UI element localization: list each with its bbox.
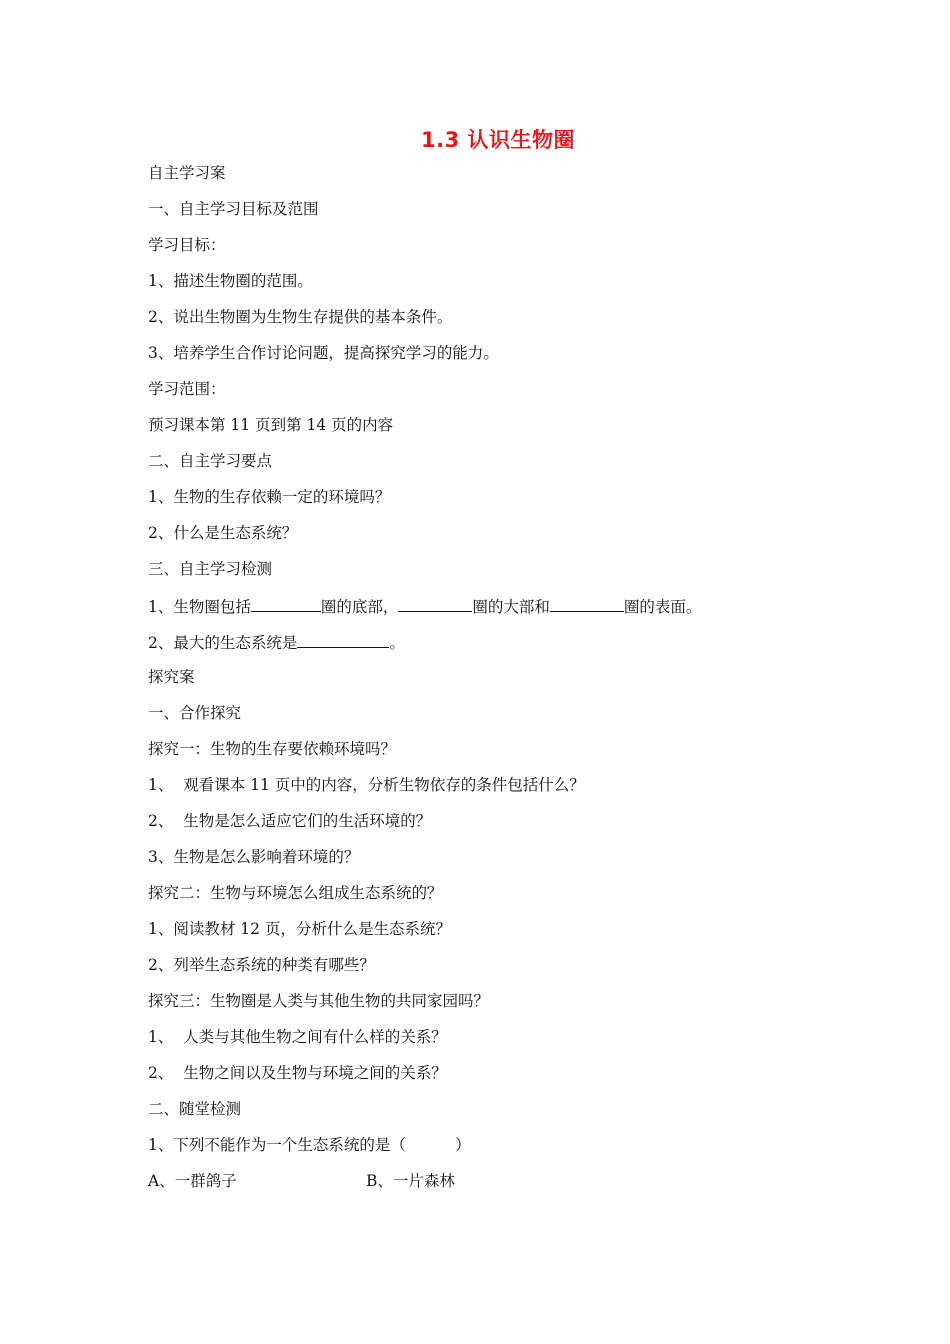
section-heading: 二、自主学习要点 [148,452,273,470]
text-line: 探究一：生物的生存要依赖环境吗？ [148,740,397,758]
answer-blank[interactable] [398,595,472,612]
text-line: 2、列举生态系统的种类有哪些？ [148,956,375,974]
answer-blank[interactable] [550,595,624,612]
section-heading: 探究案 [148,668,195,686]
text-line: 3、培养学生合作讨论问题，提高探究学习的能力。 [148,344,499,362]
text-line: 1、阅读教材 12 页，分析什么是生态系统？ [148,920,451,938]
text-line: 预习课本第 11 页到第 14 页的内容 [148,416,394,434]
text-line: 2、 生物是怎么适应它们的生活环境的？ [148,812,432,830]
text-line: 1、 观看课本 11 页中的内容，分析生物依存的条件包括什么？ [148,776,585,794]
option-a[interactable]: A、一群鸽子 [148,1172,237,1190]
text-line: 1、描述生物圈的范围。 [148,272,313,290]
question-text: 1、下列不能作为一个生态系统的是（ ） [148,1136,471,1154]
answer-blank[interactable] [297,631,389,648]
answer-blank[interactable] [251,595,321,612]
text-line: 2、说出生物圈为生物生存提供的基本条件。 [148,308,453,326]
text-line: 1、 人类与其他生物之间有什么样的关系？ [148,1028,447,1046]
section-heading: 自主学习案 [148,164,226,182]
text-line: 2、 生物之间以及生物与环境之间的关系？ [148,1064,447,1082]
question-text: 。 [389,634,405,652]
section-heading: 一、合作探究 [148,704,242,722]
text-line: 探究三：生物圈是人类与其他生物的共同家园吗？ [148,992,490,1010]
text-line: 探究二：生物与环境怎么组成生态系统的？ [148,884,443,902]
section-heading: 二、随堂检测 [148,1100,242,1118]
section-heading: 三、自主学习检测 [148,560,273,578]
page-title: 1.3 认识生物圈 [420,128,575,152]
fill-in-question [148,631,405,653]
question-text: 1、生物圈包括 [148,598,251,616]
text-line: 2、什么是生态系统？ [148,524,298,542]
text-line: 1、生物的生存依赖一定的环境吗？ [148,488,391,506]
fill-in-question [148,595,701,617]
question-text: 圈的大部和 [472,598,550,616]
option-b[interactable]: B、一片森林 [366,1172,455,1190]
text-line: 学习范围： [148,380,226,398]
question-text: 圈的表面。 [623,598,702,616]
question-text: 2、最大的生态系统是 [148,634,298,652]
text-line: 3、生物是怎么影响着环境的？ [148,848,360,866]
question-text: 圈的底部， [320,598,399,616]
section-heading: 一、自主学习目标及范围 [148,200,319,218]
text-line: 学习目标： [148,236,226,254]
